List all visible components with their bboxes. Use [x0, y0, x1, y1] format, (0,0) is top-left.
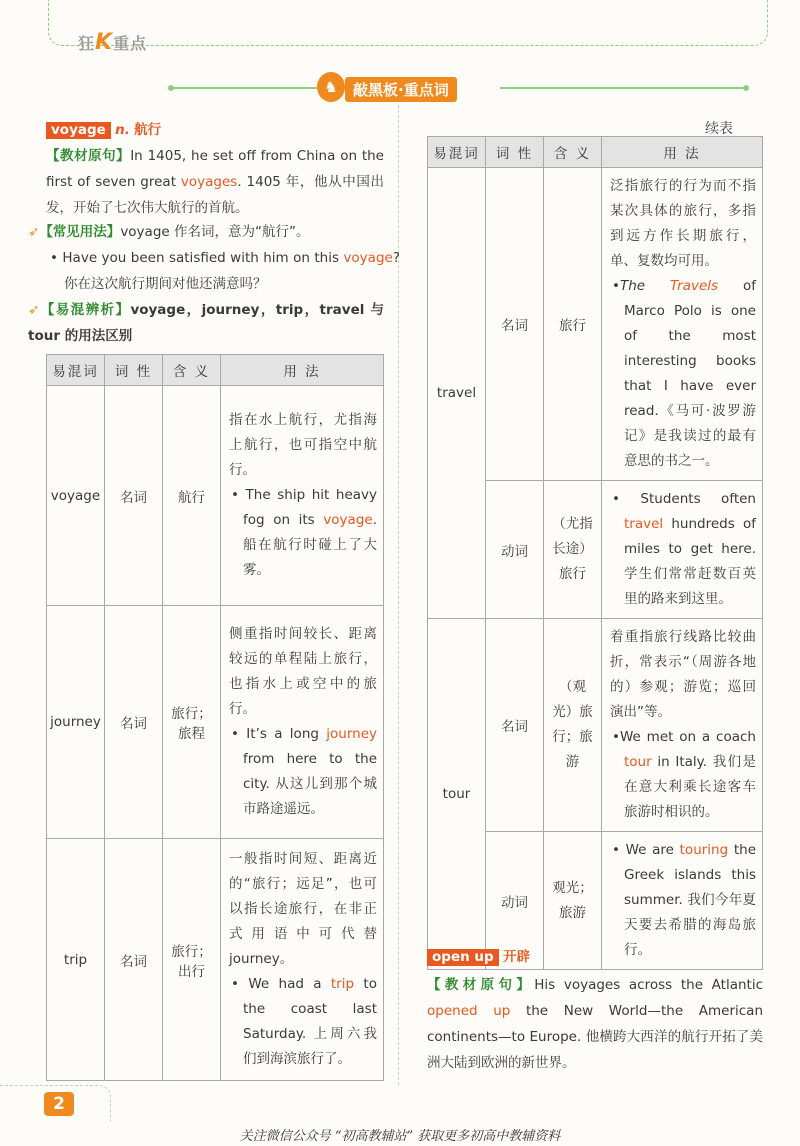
table-header: 用 法 — [221, 355, 384, 386]
table-header: 易混词 — [47, 355, 105, 386]
section-title: 敲黑板·重点词 — [345, 77, 457, 102]
common-usage: ➶【常见用法】voyage 作名词，意为“航行”。 — [28, 224, 310, 240]
header-dot — [743, 85, 749, 91]
table-row: trip 名词 旅行；出行 一般指时间短、距离近的“旅行；远足”，也可以指长途旅行，在非正式用语中可代替 journey。 • We had a trip to the coast last Saturday. 上周六我们到海滨旅行了。 — [47, 839, 384, 1081]
kangaroo-icon: ➶ — [28, 224, 40, 240]
table-row: 动词 观光；旅游 • We are touring the Greek islands this summer. 我们今年夏天要去希腊的海岛旅行。 — [428, 832, 763, 970]
table-header: 易混词 — [428, 137, 486, 168]
table-header: 含 义 — [163, 355, 221, 386]
page-number: 2 — [44, 1092, 74, 1116]
table-row: travel 名词 旅行 泛指旅行的行为而不指某次具体的旅行，多指到远方作长期旅行，单、复数均可用。 •The Travels of Marco Polo is one of the most interesting books that I have ever read.《马可·波罗游记》是我读过的最有意思的书之一。 — [428, 168, 763, 481]
table-header: 用 法 — [602, 137, 763, 168]
continued-label: 续表 — [705, 121, 733, 137]
source-sentence: 【教材原句】In 1405, he set off from China on the first of seven great voyages. 1405 年，他从中国出发，开始了七次伟大航行的首航。 — [46, 148, 384, 216]
header-dot — [168, 85, 174, 91]
comparison-table — [46, 354, 384, 1081]
kangaroo-icon: ➶ — [28, 302, 40, 318]
comparison-table-continued — [427, 136, 763, 970]
phrase-heading: open up 开辟 — [427, 944, 763, 970]
header-rule-right — [500, 87, 745, 89]
brand-logo: 狂K重点 — [78, 30, 148, 55]
footer-note: 关注微信公众号 “初高教辅站” 获取更多初高中教辅资料 — [239, 1129, 561, 1144]
table-row: journey 名词 旅行；旅程 侧重指时间较长、距离较远的单程陆上旅行，也指水上或空中的旅行。 • It’s a long journey from here to the city. 从这儿到那个城市路途遥远。 — [47, 606, 384, 839]
header-rule-left — [170, 87, 318, 89]
table-row: voyage 名词 航行 指在水上航行，尤指海上航行，也可指空中航行。 • The ship hit heavy fog on its voyage. 船在航行时碰上了大雾。 — [47, 386, 384, 606]
distinguish-heading: ➶【易混辨析】voyage，journey，trip，travel 与 tour 的用法区别 — [28, 302, 385, 344]
table-row: 动词 （尤指长途）旅行 • Students often travel hundreds of miles to get here. 学生们常常赶数百英里的路来到这里。 — [428, 481, 763, 619]
table-header: 含 义 — [544, 137, 602, 168]
runner-icon: ♞ — [317, 72, 345, 102]
table-header: 词 性 — [105, 355, 163, 386]
header-frame — [48, 0, 768, 46]
usage-example: • Have you been satisfied with him on this voyage? 你在这次航行期间对他还满意吗？ — [50, 250, 400, 292]
table-row: tour 名词 （观光）旅行；旅游 着重指旅行线路比较曲折，常表示“（周游各地的）参观；游览；巡回演出”等。 •We met on a coach tour in Italy. 我们是在意大利乘长途客车旅游时相识的。 — [428, 619, 763, 832]
entry-word-tag: voyage — [46, 122, 111, 139]
phrase-source-sentence: 【教材原句】His voyages across the Atlantic opened up the New World—the American continents—to Europe. 他横跨大西洋的航行开拓了美洲大陆到欧洲的新世界。 — [427, 977, 764, 1071]
phrase-tag: open up — [427, 949, 499, 966]
entry-heading: voyage n. 航行 — [46, 117, 386, 143]
table-header: 词 性 — [486, 137, 544, 168]
